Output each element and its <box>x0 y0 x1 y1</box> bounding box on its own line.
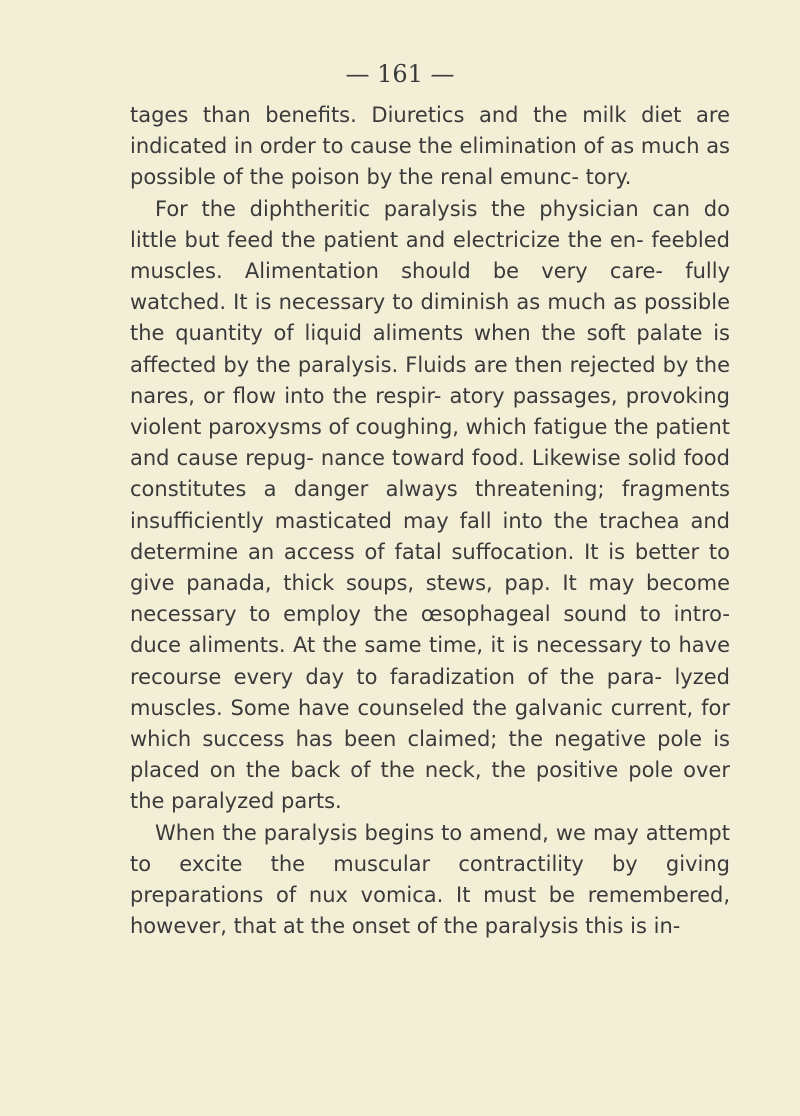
paragraph-1: tages than benefits. Diuretics and the milk diet are indicated in order to cause the elimination of as much as possible of the poison by the renal emunc- tory. <box>130 103 730 190</box>
paragraph-3: When the paralysis begins to amend, we may attempt to excite the muscular contractility by giving preparations of nux vomica. It must be remembered, however, that at the onset of the paralysis this is in- <box>130 820 730 939</box>
paragraph-2: For the diphtheritic paralysis the physician can do little but feed the patient and electricize the en- feebled muscles. Alimentation should be very care- fully watched. It is necessary to diminish as much as possible the quantity of liquid aliments when the soft palate is affected by the paralysis. Fluids are then rejected by the nares, or flow into the respir- atory passages, provoking violent paroxysms of coughing, which fatigue the patient and cause repug- nance toward food. Likewise solid food constitutes a danger always threatening; fragments insufficiently masticated may fall into the trachea and determine an access of fatal suffocation. It is better to give panada, thick soups, stews, pap. It may become necessary to employ the œsophageal sound to intro- duce aliments. At the same time, it is necessary to have recourse every day to faradization of the para- lyzed muscles. Some have counseled the galvanic current, for which success has been claimed; the negative pole is placed on the back of the neck, the positive pole over the paralyzed parts. <box>130 196 730 814</box>
body-text <box>130 100 730 942</box>
page-number: — 161 — <box>345 60 455 88</box>
